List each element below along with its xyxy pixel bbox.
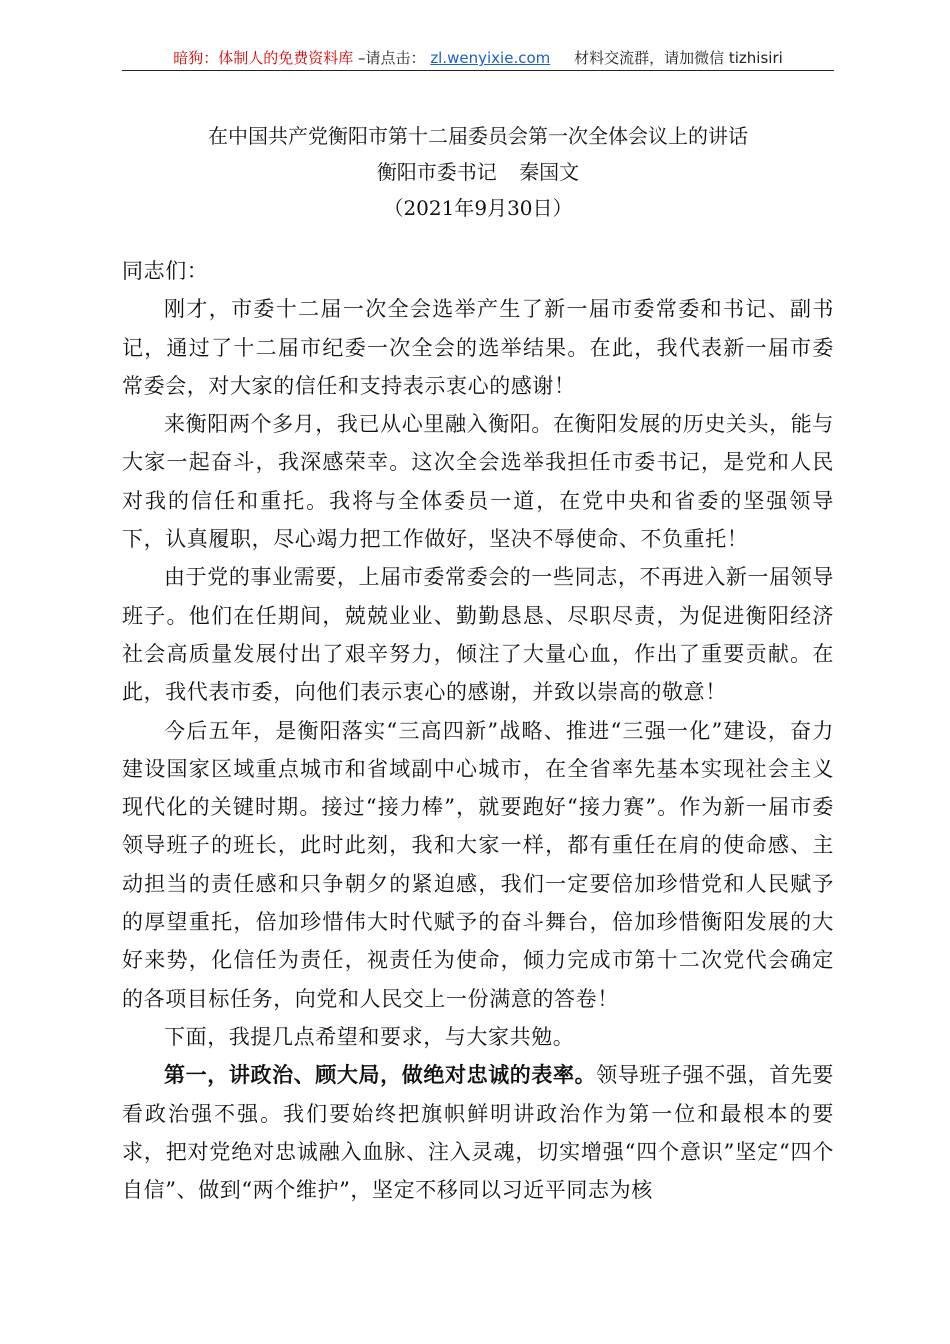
author-role: 衡阳市委书记: [376, 160, 497, 184]
header-contact: 材料交流群，请加微信 tizhisiri: [574, 49, 783, 67]
section-heading-1: 第一，讲政治、顾大局，做绝对忠诚的表率。: [164, 1062, 597, 1088]
title-block: [122, 118, 834, 226]
speech-date: （2021年9月30日）: [383, 196, 573, 220]
header-prompt: –请点击：: [358, 49, 426, 67]
paragraph-5: 下面，我提几点希望和要求，与大家共勉。: [164, 1024, 575, 1049]
author-name: 秦国文: [519, 160, 580, 184]
salutation: 同志们：: [122, 259, 209, 283]
speech-title: 在中国共产党衡阳市第十二届委员会第一次全体会议上的讲话: [208, 124, 748, 148]
speech-body: [122, 252, 834, 1209]
paragraph-3: 由于党的事业需要，上届市委常委会的一些同志，不再进入新一届领导班子。他们在任期间，兢兢业业、勤勤恳恳、尽职尽责，为促进衡阳经济社会高质量发展付出了艰辛努力，倾注了大量心血，作出了重要贡献。在此，我代表市委，向他们表示衷心的感谢，并致以崇高的敬意！: [122, 565, 834, 705]
paragraph-1: 刚才，市委十二届一次全会选举产生了新一届市委常委和书记、副书记，通过了十二届市纪委一次全会的选举结果。在此，我代表新一届市委常委会，对大家的信任和支持表示衷心的感谢！: [122, 297, 834, 398]
paragraph-6: [122, 1056, 834, 1209]
page-header: [122, 46, 834, 71]
paragraph-4: 今后五年，是衡阳落实“三高四新”战略、推进“三强一化”建设，奋力建设国家区域重点城市和省域副中心城市，在全省率先基本实现社会主义现代化的关键时期。接过“接力棒”，就要跑好“接力赛”。作为新一届市委领导班子的班长，此时此刻，我和大家一样，都有重任在肩的使命感、主动担当的责任感和只争朝夕的紧迫感，我们一定要倍加珍惜党和人民赋予的厚望重托，倍加珍惜伟大时代赋予的奋斗舞台，倍加珍惜衡阳发展的大好来势，化信任为责任，视责任为使命，倾力完成市第十二次党代会确定的各项目标任务，向党和人民交上一份满意的答卷！: [122, 718, 834, 1011]
paragraph-2: 来衡阳两个多月，我已从心里融入衡阳。在衡阳发展的历史关头，能与大家一起奋斗，我深感荣幸。这次全会选举我担任市委书记，是党和人民对我的信任和重托。我将与全体委员一道，在党中央和省委的坚强领导下，认真履职，尽心竭力把工作做好，坚决不辱使命、不负重托！: [122, 412, 834, 552]
header-brand: 暗狗：体制人的免费资料库: [173, 49, 354, 67]
paragraph-6-text: 领导班子强不强，首先要看政治强不强。我们要始终把旗帜鲜明讲政治作为第一位和最根本的要求，把对党绝对忠诚融入血脉、注入灵魂，切实增强“四个意识”坚定“四个自信”、做到“两个维护”，坚定不移同以习近平同志为核: [122, 1063, 834, 1203]
author-line: [122, 154, 834, 190]
header-link[interactable]: zl.wenyixie.com: [430, 49, 551, 67]
